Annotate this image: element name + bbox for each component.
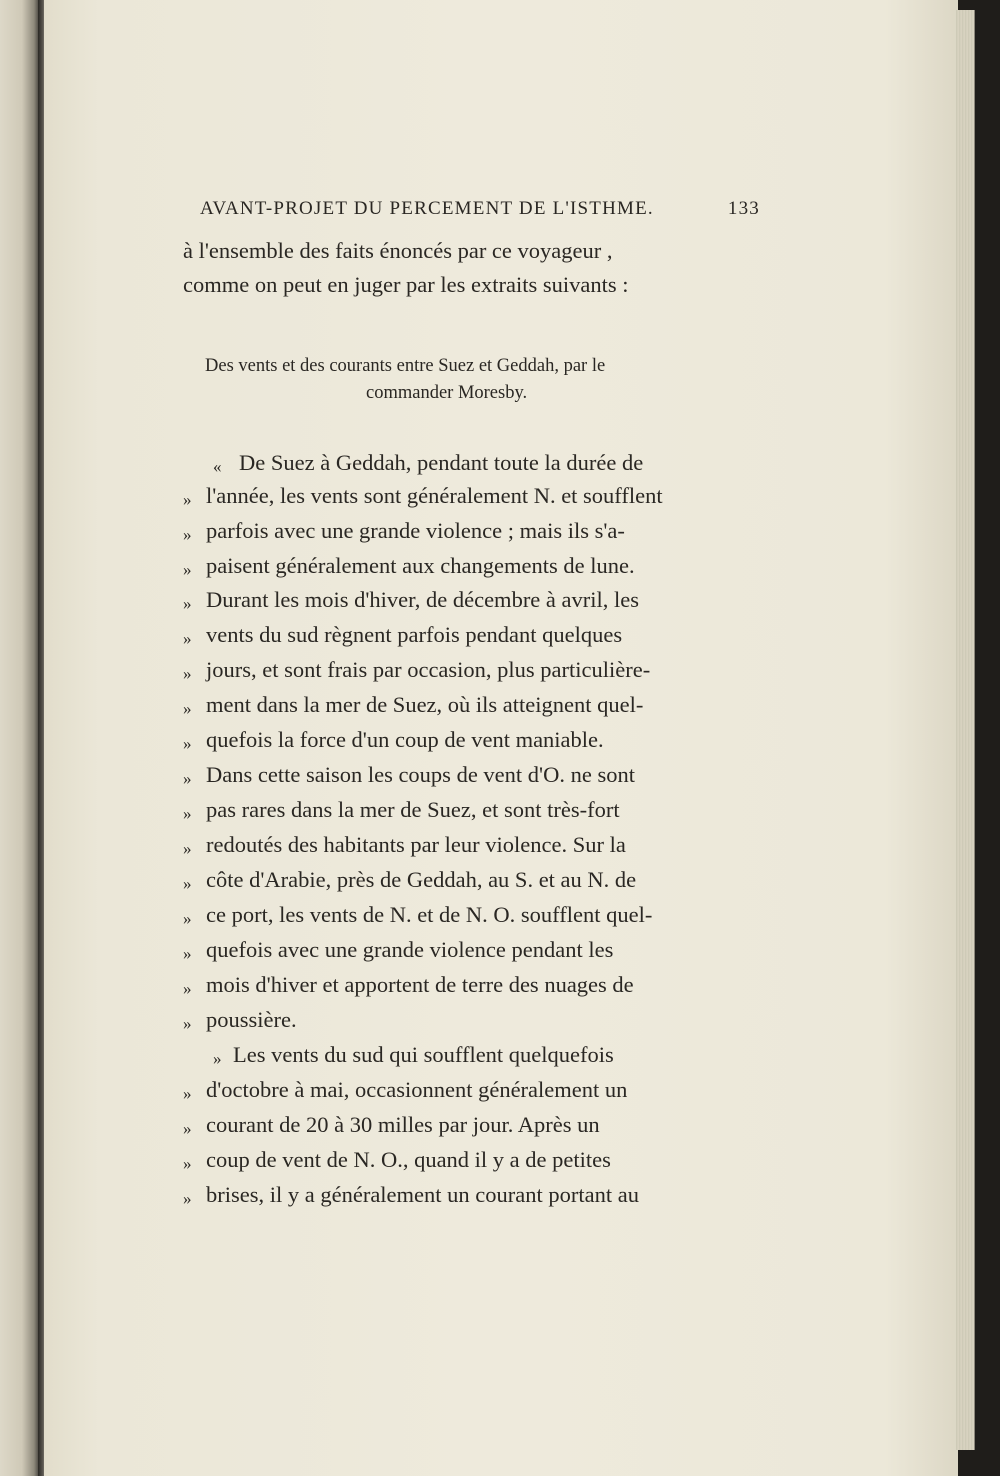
paragraph-line: pas rares dans la mer de Suez, et sont très-fort: [206, 797, 620, 822]
intro-line: à l'ensemble des faits énoncés par ce voyageur ,: [183, 238, 613, 263]
continuation-quote-mark: »: [183, 1084, 192, 1103]
paragraph-line: paisent généralement aux changements de lune.: [206, 553, 635, 578]
paragraph-line: ce port, les vents de N. et de N. O. soufflent quel-: [206, 902, 653, 927]
continuation-quote-mark: »: [183, 1014, 192, 1033]
continuation-quote-mark: »: [183, 594, 192, 613]
continuation-quote-mark: »: [183, 769, 192, 788]
paragraph-line: courant de 20 à 30 milles par jour. Après un: [206, 1112, 600, 1137]
paragraph-line: vents du sud règnent parfois pendant quelques: [206, 622, 623, 647]
paragraph-line: brises, il y a généralement un courant portant au: [206, 1182, 639, 1207]
paragraph-line: quefois avec une grande violence pendant les: [206, 937, 614, 962]
running-header: [200, 198, 760, 220]
continuation-quote-mark: »: [183, 699, 192, 718]
paragraph-line: d'octobre à mai, occasionnent généralement un: [206, 1077, 628, 1102]
page-number: 133: [727, 198, 760, 219]
continuation-quote-mark: »: [183, 804, 192, 823]
continuation-quote-mark: »: [183, 629, 192, 648]
continuation-quote-mark: »: [183, 1154, 192, 1173]
paragraph-line: coup de vent de N. O., quand il y a de petites: [206, 1147, 611, 1172]
paragraph-line: jours, et sont frais par occasion, plus particulière-: [206, 657, 651, 682]
running-title: AVANT-PROJET DU PERCEMENT DE L'ISTHME.: [200, 198, 654, 219]
continuation-quote-mark: »: [183, 979, 192, 998]
opening-quote-mark: «: [213, 457, 222, 476]
continuation-quote-mark: »: [183, 664, 192, 683]
continuation-quote-mark: »: [183, 1189, 192, 1208]
continuation-quote-mark: »: [183, 490, 192, 509]
paragraph-line: redoutés des habitants par leur violence. Sur la: [206, 832, 626, 857]
paragraph-line: Les vents du sud qui soufflent quelquefois: [233, 1042, 614, 1067]
opening-quote-mark: »: [213, 1049, 222, 1068]
continuation-quote-mark: »: [183, 909, 192, 928]
paragraph-line: Dans cette saison les coups de vent d'O. ne sont: [206, 762, 635, 787]
paragraph-line: mois d'hiver et apportent de terre des nuages de: [206, 972, 634, 997]
paragraph-line: côte d'Arabie, près de Geddah, au S. et au N. de: [206, 867, 637, 892]
continuation-quote-mark: »: [183, 874, 192, 893]
continuation-quote-mark: »: [183, 525, 192, 544]
paragraph-line: l'année, les vents sont généralement N. et soufflent: [206, 483, 663, 508]
paragraph-line: parfois avec une grande violence ; mais ils s'a-: [206, 518, 625, 543]
continuation-quote-mark: »: [183, 944, 192, 963]
section-caption-line-1: Des vents et des courants entre Suez et Geddah, par le: [205, 356, 606, 376]
paragraph-line: ment dans la mer de Suez, où ils atteignent quel-: [206, 692, 644, 717]
intro-line: comme on peut en juger par les extraits suivants :: [183, 272, 629, 297]
continuation-quote-mark: »: [183, 560, 192, 579]
section-caption-line-2: commander Moresby.: [366, 383, 528, 403]
paragraph-line: quefois la force d'un coup de vent maniable.: [206, 727, 604, 752]
paragraph-line: poussière.: [206, 1007, 297, 1032]
paragraph-line: Durant les mois d'hiver, de décembre à avril, les: [206, 587, 640, 612]
paragraph-line: De Suez à Geddah, pendant toute la durée de: [239, 450, 644, 475]
continuation-quote-mark: »: [183, 734, 192, 753]
continuation-quote-mark: »: [183, 1119, 192, 1138]
continuation-quote-mark: »: [183, 839, 192, 858]
